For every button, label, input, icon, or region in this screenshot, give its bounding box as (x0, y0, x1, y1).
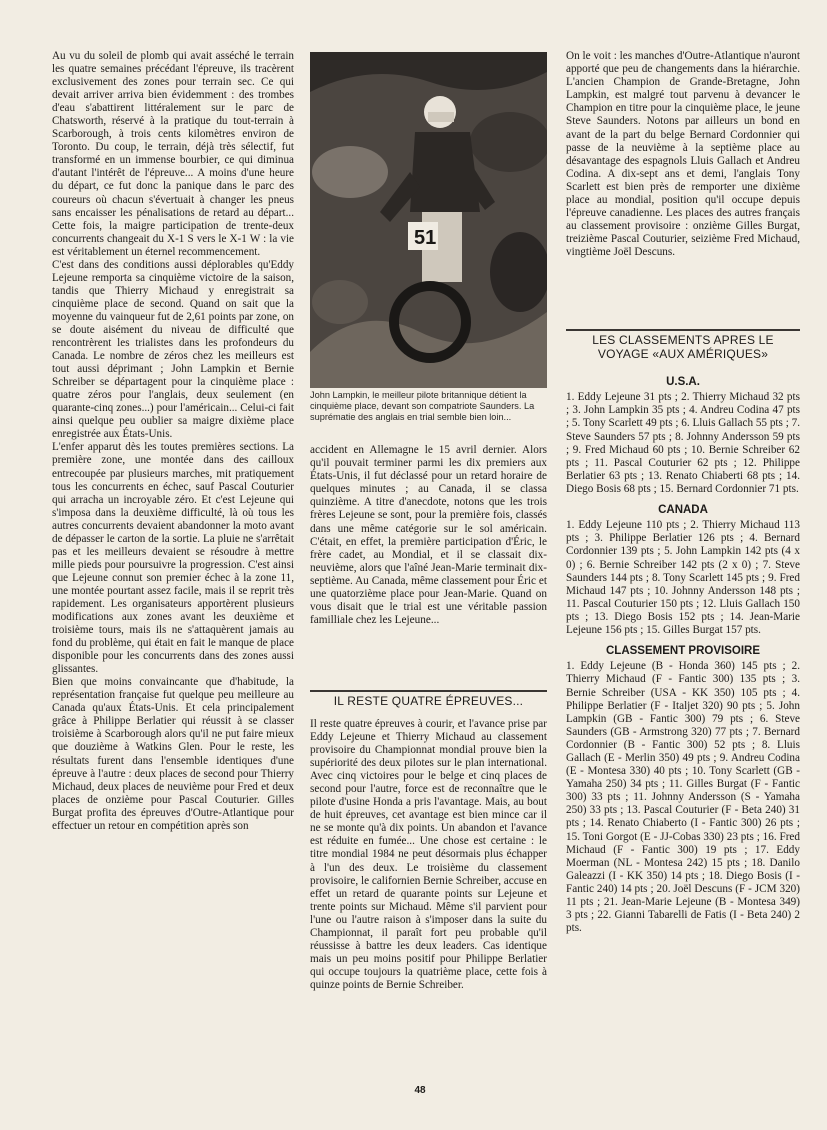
article-text-col2b: Il reste quatre épreuves à courir, et l'avance prise par Eddy Lejeune et Thierry Michaud au classement provisoire du Championnat mondial prouve bien la supériorité des deux pilotes sur le plan international. Avec cinq victoires pour le belge et cinq places de second pour l'autre, force est de reconnaître que le pilote d'usine Honda a pris l'avantage. Mais, au bout de huit épreuves, cet avantage est bien mince car il ne se monte qu'à dix points. Un abandon et l'avance est réduite en fumée... Une chose est certaine : le titre mondial 1984 ne peut désormais plus échapper à l'un des deux. Le troisième du classement provisoire, le californien Bernie Schreiber, accuse en effet un retard de quarante points sur Lejeune et trente points sur Michaud. Même s'il parvient pour l'une ou l'autre raison à s'imposer dans la suite du Championnat, il paraît fort peu probable qu'il réussisse à battre les deux leaders. Cas identique mais un peu moins positif pour Philippe Berlatier qui occupe toujours la quatrième place, cette fois à quinze points de Bernie Schreiber. (310, 718, 547, 991)
article-column-2b (310, 718, 547, 992)
article-column-3 (566, 50, 800, 260)
section-heading-quatre-epreuves: IL RESTE QUATRE ÉPREUVES... (333, 694, 524, 708)
provisional-standings-title: CLASSEMENT PROVISOIRE (606, 645, 760, 658)
article-text-col2a: accident en Allemagne le 15 avril dernier. Alors qu'il pouvait terminer parmi les dix premiers aux États-Unis, il fut déclassé pour un retard horaire de quelques minutes ; au Canada, il se classa quinzième. A titre d'anecdote, notons que les trois frères Lejeune se sont, pour la première fois, classés dans une même catégorie sur le sol américain. C'était, en effet, la première participation d'Éric, le frère cadet, au Mondial, et il se classait dix-neuvième, alors que l'aîné Jean-Marie terminait dix-septième. Au Canada, même classement pour Éric et une quatorzième place pour Jean-Marie. Quand on vous disait que le trial est une véritable passion familliale chez les Lejeune... (310, 444, 547, 627)
page-number: 48 (414, 1085, 426, 1096)
article-text-col1: Au vu du soleil de plomb qui avait asséché le terrain les quatre semaines précédant l'épreuve, ils tracèrent exclusivement des zones pour terrain sec. Ce qui devait arriver arriva bien évidemment : des trombes d'eau s'abattirent littéralement sur le parc de Chatsworth, réservé à la pratique du tout-terrain à Scarborough, à trois cents kilomètres environ de Toronto. Du coup, le terrain, déjà très sélectif, fut transformé en un immense bourbier, ce qui diminua d'autant l'intérêt de l'épreuve... A moins d'une heure du départ, ce fut donc la panique dans le parc des coureurs où chacun s'évertuait à changer les pneus sans encaisser les pénalisations de retard au départ... Cette fois, la maigre participation de trente-deux concurrents changeait du X-1 S vers le X-1 W : la vie est véritablement un éternel recommencement. C'est dans des conditions aussi déplorables qu'Eddy Lejeune remporta sa cinquième victoire de la saison, tandis que Thierry Michaud y enregistrait sa cinquième place de second. Quand on sait que la moyenne du vainqueur fut de 2,61 points par zone, on se doute aisément du niveau de difficulté que rencontrèrent les trialistes dans les profondeurs du Canada. Le nombre de zéros chez les meilleurs est tout aussi déprimant ; John Lampkin et Bernie Schreiber se départagent pour la cinquième place : quatre zéros pour l'anglais, deux seulement (en quarante-cinq zones...) pour l'américain... Celui-ci fait ainsi quelque peu oublier sa maigre dixième place enregistrée aux États-Unis. L'enfer apparut dès les toutes premières sections. La première zone, une montée dans des cailloux entrecoupée par plusieurs marches, mit pratiquement tous les concurrents en échec, sauf Pascal Couturier qui arracha un incroyable zéro. Et c'est Lejeune qui s'imposa dans la deuxième difficulté, là où tous les autres concurrents devaient abandonner la moto avant de dépasser le carton de la sortie. La pluie ne s'arrêtait pas et les meilleurs devaient se résoudre à mettre mille pieds pour poursuivre la progression. C'est ainsi que Lejeune connut son premier échec à la zone 11, une montée pourtant assez facile, mais il se reprit très rapidement. Les organisateurs apportèrent plusieurs modifications aux zones avant les deuxième et troisième tours, mais ils ne s'attaquèrent jamais au fond du problème, qui était en fait le manque de place disponible pour les concurrents dans des zones aussi glissantes. Bien que moins convaincante que d'habitude, la représentation française fut quelque peu meilleure au Canada qu'aux États-Unis. Et cela principalement grâce à Philippe Berlatier qui réussit à se classer troisième à Scarborough alors qu'il ne put faire mieux que douzième à Watkins Glen. Pour le reste, les résultats furent dans l'ensemble identiques d'une épreuve à l'autre : deux places de second pour Thierry Michaud, deux places de neuvième pour Fred et deux places de onzième pour Pascal Couturier. Gilles Burgat profita des épreuves d'Outre-Atlantique pour effectuer un retour en compétition après son (52, 50, 294, 832)
usa-results-text: 1. Eddy Lejeune 31 pts ; 2. Thierry Michaud 32 pts ; 3. John Lampkin 35 pts ; 4. Andreu Codina 47 pts ; 5. Tony Scarlett 49 pts ; 6. Lluis Gallach 55 pts ; 7. Steve Saunders 57 pts ; 8. Johnny Andersson 59 pts ; 9. Fred Michaud 60 pts ; 10. Bernie Schreiber 62 pts ; 11. Pascal Couturier 62 pts ; 12. Philippe Berlatier 63 pts ; 13. Renato Chiaberti 68 pts ; 14. Diego Bosis 68 pts ; 15. Bernard Cordonnier 71 pts. (566, 391, 800, 495)
results-rule (566, 329, 800, 331)
rider-photo (310, 52, 547, 388)
usa-results-title: U.S.A. (666, 376, 700, 388)
svg-text:51: 51 (414, 227, 437, 249)
canada-results-text: 1. Eddy Lejeune 110 pts ; 2. Thierry Michaud 113 pts ; 3. Philippe Berlatier 126 pts ; 4. Bernard Cordonnier 139 pts ; 5. John Lampkin 142 pts (4 x 0) ; 6. Bernie Schreiber 142 pts (2 x 0) ; 7. Steve Saunders 144 pts ; 8. Tony Scarlett 145 pts ; 9. Fred Michaud 147 pts ; 10. Johnny Andersson 148 pts ; 11. Pascal Couturier 150 pts ; 12. Lluis Gallach 150 pts ; 13. Diego Bosis 152 pts ; 14. Jean-Marie Lejeune 156 pts ; 15. Gilles Burgat 157 pts. (566, 519, 800, 636)
provisional-standings-text: 1. Eddy Lejeune (B - Honda 360) 145 pts ; 2. Thierry Michaud (F - Fantic 300) 135 pts ; 3. Bernie Schreiber (USA - KK 350) 105 pts ; 4. Philippe Berlatier (F - Italjet 320) 90 pts ; 5. John Lampkin (GB - Fantic 300) 79 pts ; 6. Steve Saunders (GB - Armstrong 320) 77 pts ; 7. Bernard Cordonnier (B - Fantic 300) 52 pts ; 8. Lluis Gallach (E - Merlin 350) 49 pts ; 9. Andreu Codina (E - Montesa 330) 40 pts ; 10. Tony Scarlett (GB - Yamaha 250) 34 pts ; 11. Gilles Burgat (F - Fantic 300) 33 pts ; 11. Johnny Andersson (S - Yamaha 250) 33 pts ; 13. Pascal Couturier (F - Beta 240) 31 pts ; 14. Renato Chiaberto (I - Fantic 300) 26 pts ; 15. Toni Gorgot (E - JJ-Cobas 330) 23 pts ; 16. Fred Michaud (F - Fantic 300) 19 pts ; 17. Eddy Moerman (NL - Montesa 242) 15 pts ; 18. Danilo Galeazzi (I - KK 350) 14 pts ; 18. Diego Bosis (I - Fantic 240) 14 pts ; 20. Joël Descuns (F - JCM 320) 11 pts ; 21. Jean-Marie Lejeune (B - Montesa 349) 3 pts ; 22. Gianni Tabarelli de Fatis (I - Beta 240) 2 pts. (566, 660, 800, 935)
photo-caption: John Lampkin, le meilleur pilote britannique détient la cinquième place, devant son compatriote Saunders. La suprématie des anglais en trial semble bien loin... (310, 390, 535, 422)
section-rule (310, 690, 547, 692)
results-column (566, 368, 800, 935)
results-heading: LES CLASSEMENTS APRES LE VOYAGE «AUX AMÉRIQUES» (592, 333, 774, 361)
article-column-1 (52, 50, 294, 833)
article-text-col3a: On le voit : les manches d'Outre-Atlantique n'auront apporté que peu de changements dans la hiérarchie. L'ancien Champion de Grande-Bretagne, John Lampkin, est malgré tout parvenu à devancer le Champion en titre pour la cinquième place, le jeune Steve Saunders. Notons par ailleurs un bond en avant de la part du belge Bernard Cordonnier qui passe de la neuvième à la septième place au désavantage des espagnols Lluis Gallach et Andreu Codina. A dix-sept ans et demi, l'anglais Tony Scarlett est bien près de remporter une dixième place au mondial, position qu'il occupe depuis l'épreuve canadienne. Les places des autres français au classement provisoire : onzième Gilles Burgat, treizième Pascal Couturier, seizième Fred Michaud, vingtième Joël Descuns. (566, 50, 800, 259)
article-column-2 (310, 444, 547, 627)
canada-results-title: CANADA (658, 504, 708, 516)
